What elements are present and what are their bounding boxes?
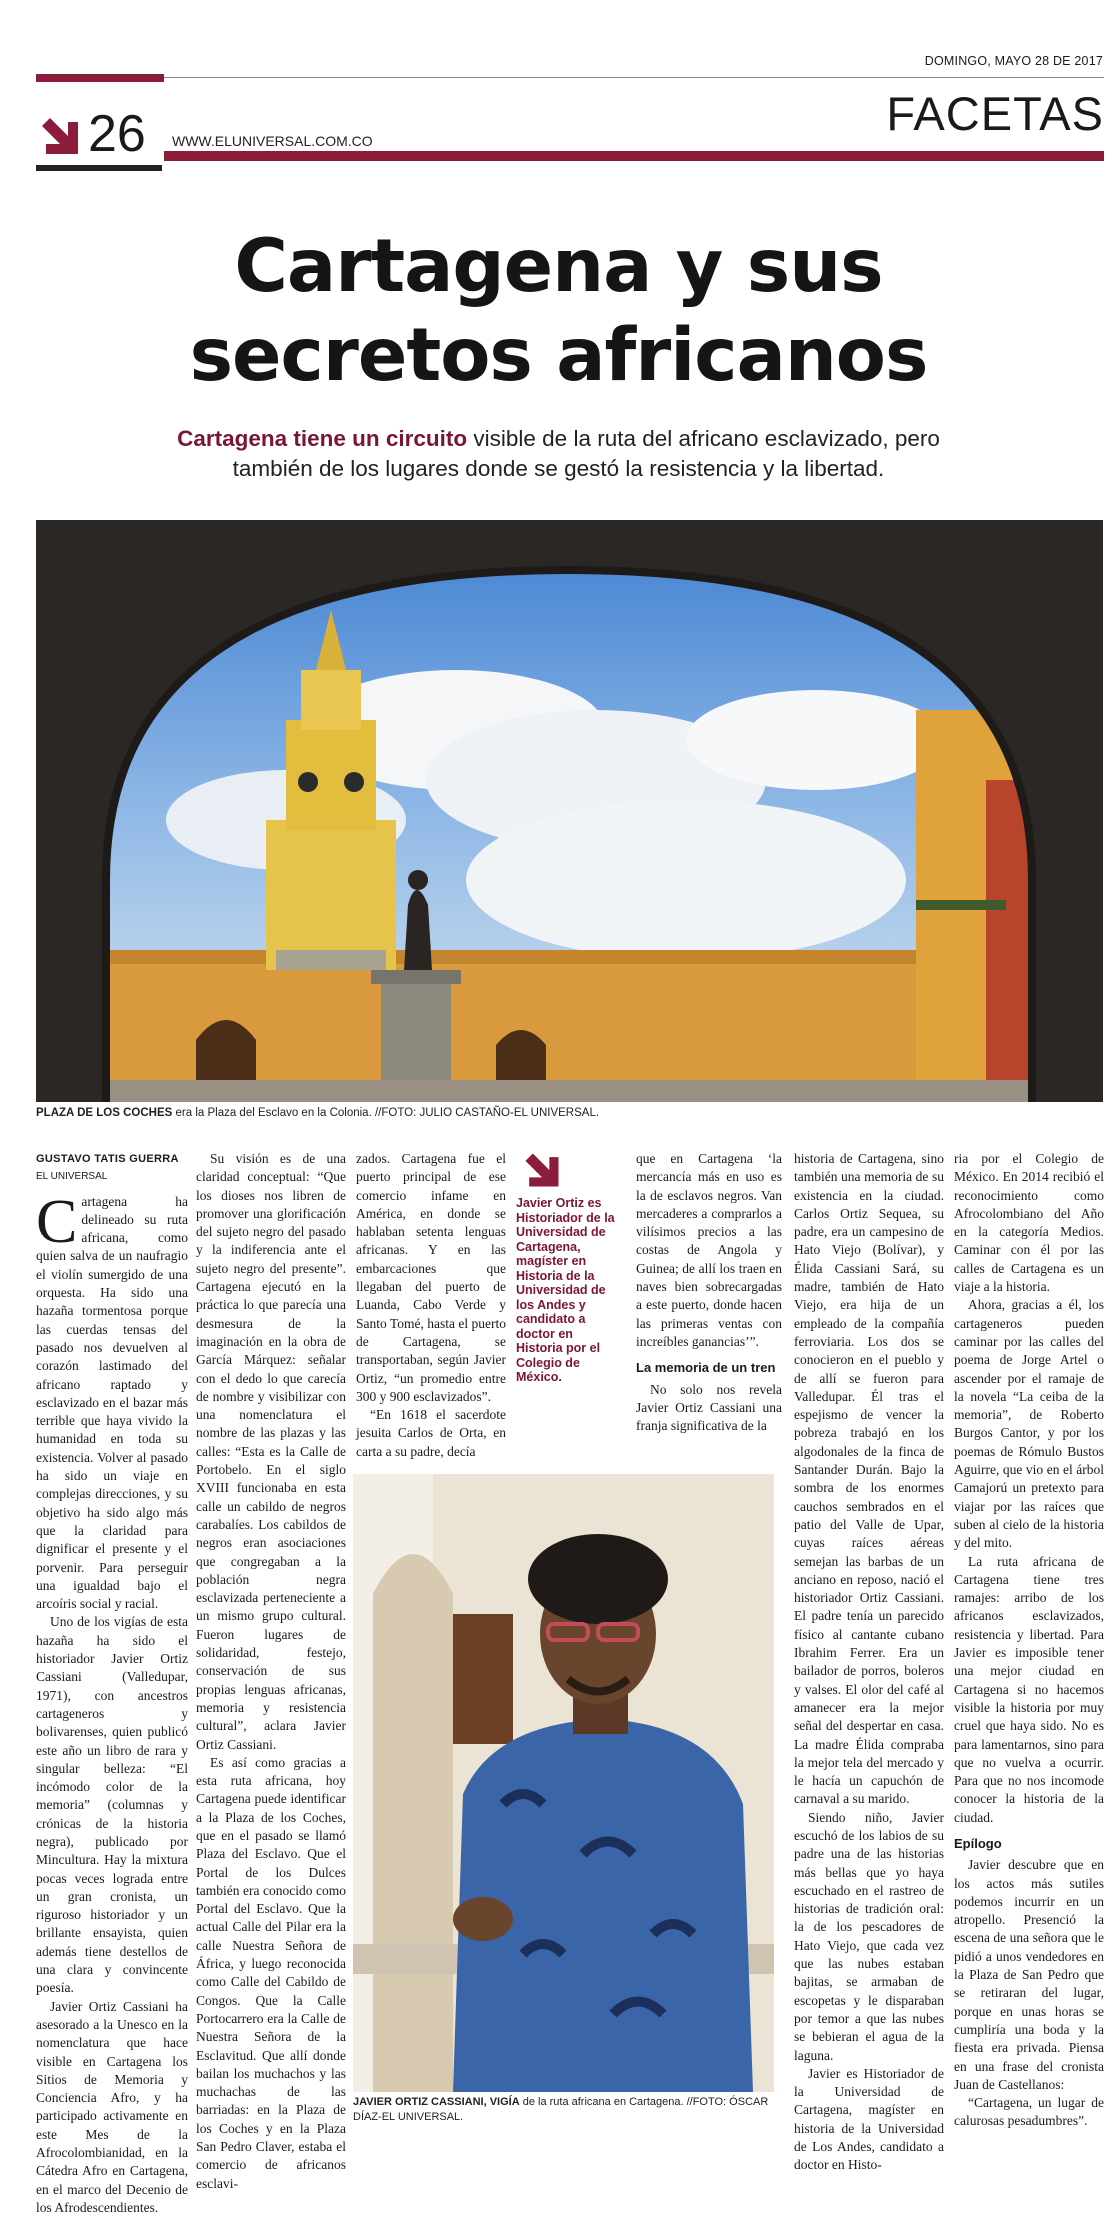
column-4 bbox=[636, 1150, 782, 1435]
caption-rest: de la ruta africana en Cartagena. //FOTO: ÓSCAR DÍAZ-EL UNIVERSAL. bbox=[353, 2096, 769, 2123]
headline-line-2: secretos africanos bbox=[189, 313, 928, 398]
section-title: FACETAS bbox=[886, 87, 1104, 140]
portrait-photo-javier-ortiz bbox=[353, 1474, 774, 2092]
issue-date: DOMINGO, MAYO 28 DE 2017 bbox=[924, 54, 1103, 68]
column-2 bbox=[196, 1150, 346, 2193]
subheadline bbox=[0, 424, 1117, 484]
column-5-paragraph-1: historia de Cartagena, sino también una memoria de su existencia en la ciudad. Carlos Ortiz Sequea, su padre, era un campesino de Hato Viejo (Bolívar), y Élida Cassiani Sará, su madre, también de Hato Viejo, era hija de un empleado de la compañía ferroviaria. Los dos se conocieron en el pueblo y de allí se fueron para Valledupar. Él tras el espejismo de vencer la pobreza trabajó en los algodonales de la finca de Santander Durán. Bajo la sombra de los enormes cauchos sembrados en el patio del Valle de Upar, cuyas raíces aéreas semejan las barbas de un anciano en reposo, nació el historiador Ortiz Cassiani. El padre tenía un parecido físico al cantante cubano Ibrahim Ferrer. Era un bailador de porros, boleros y valses. El olor del café al amanecer era la mejor señal del despertar en casa. La madre Élida compraba la mejor tela del mercado y le hacía un capuchón de carnaval a su marido. bbox=[794, 1151, 944, 1807]
dek-rest: visible de la ruta del africano esclavizado, pero bbox=[467, 426, 940, 451]
dek-line-2: también de los lugares donde se gestó la resistencia y la libertad. bbox=[232, 456, 885, 481]
column-5-paragraph-2: Siendo niño, Javier escuchó de los labios de su padre una de las historias más bellas que yo haya escuchado en el rastreo de historias de tradición oral: la de los pescadores de Hato Viejo, que cada vez que las nubes estaban bajitas, se armaban de escopetas y le disparaban por temor a que las nubes se bebieran el agua de la laguna. bbox=[794, 1809, 944, 2063]
author-byline: GUSTAVO TATIS GUERRA bbox=[36, 1153, 179, 1165]
column-6-paragraph-4: Javier descubre que en los actos más sutiles podemos incurrir en un atropello. Presenció la escena de una señora que le pidió a unos vendedores en la Plaza de San Pedro que se retiraran del lugar, porque en unas horas se cumpliría una boda y la fiesta era privada. Piensa en una frase del cronista Juan de Castellanos: bbox=[954, 1857, 1104, 2092]
masthead-top-bar bbox=[36, 74, 164, 82]
column-1-paragraph-1: Cartagena ha delineado su ruta africana, como quien salva de un naufragio el violín sumergido de una orquesta. Ha sido una hazaña tormentosa porque las cuerdas tensas del pasado nos devuelven al corazón lastimado del africano raptado y esclavizado en el bazar más terrible que haya vivido la humanidad en toda su existencia. Volver al pasado ha sido un viaje en complejas direcciones, y su objetivo ha sido algo más que la claridad para dignificar el presente y el porvenir. Para perseguir una igualdad bajo el arcoíris social y racial. bbox=[36, 1187, 188, 1612]
column-4-paragraph-2: No solo nos revela Javier Ortiz Cassiani una franja significativa de la bbox=[636, 1381, 782, 1434]
subheading-epilogo: Epílogo bbox=[954, 1835, 1002, 1851]
column-6-paragraph-3: La ruta africana de Cartagena tiene tres ramajes: arribo de los africanos esclavizados, resistencia y libertad. Para Javier es imposible tener una mejor ciudad en Cartagena si no hacemos visible la historia por muy cruel que haya sido. No es para lamentarnos, sino para que no vuelva a ocurrir. Para que no nos incomode conocer la historia de la ciudad. bbox=[954, 1553, 1104, 1825]
portrait-photo-caption bbox=[353, 2095, 774, 2125]
column-1-paragraph-2: Uno de los vigías de esta hazaña ha sido el historiador Javier Ortiz Cassiani (Valledupar, 1971), con ancestros cartageneros y bolivarenses, quien publicó este año un libro de rara y singular belleza: “El incómodo color de la memoria” (columnas y crónicas de la historia negra), publicado por Mincultura. Hay la mixtura pocas veces lograda entre un gran cronista, un riguroso historiador y un brillante ensayista, quien además tiene destellos de una clara y convincente poesía. bbox=[36, 1614, 188, 1996]
column-2-paragraph-2: Es así como gracias a esta ruta africana, hoy Cartagena puede identificar a la Plaza de los Coches, que en el pasado se llamó Plaza del Esclavo. Que el Portal de los Dulces también era conocido como Portal del Esclavo. Que la actual Calle del Pilar era la calle Nuestra Señora de África, y luego reconocida como Calle del Cabildo de Congos. Que la Calle Portocarrero era la Calle de Nuestra Señora de la Esclavitud. Que allí donde bailan los muchachos y las muchachas de las barriadas: en la Plaza de los Coches y en la Plaza San Pedro Claver, estaba el comercio de africanos esclavi- bbox=[196, 1754, 346, 2191]
site-url[interactable]: WWW.ELUNIVERSAL.COM.CO bbox=[172, 133, 373, 149]
caption-rest: era la Plaza del Esclavo en la Colonia. //FOTO: JULIO CASTAÑO-EL UNIVERSAL. bbox=[172, 1107, 600, 1119]
column-3-paragraph-2: “En 1618 el sacerdote jesuita Carlos de Orta, en carta a su padre, decía bbox=[356, 1407, 506, 1459]
arrow-down-right-icon bbox=[520, 1148, 564, 1192]
column-5-paragraph-3: Javier es Historiador de la Universidad de Cartagena, magíster en historia de la Universidad de Los Andes, candidato a doctor en Histo- bbox=[794, 2065, 944, 2173]
column-6 bbox=[954, 1150, 1104, 2131]
drop-cap: C bbox=[36, 1187, 78, 1256]
masthead-red-bar bbox=[164, 151, 1104, 161]
dek-highlight: Cartagena tiene un circuito bbox=[177, 426, 468, 451]
caption-bold: PLAZA DE LOS COCHES bbox=[36, 1107, 173, 1119]
column-6-paragraph-1: ria por el Colegio de México. En 2014 recibió el reconocimiento como Afrocolombiano del Año en la categoría Medios. Caminar con él por las calles de Cartagena es un viaje a la historia. bbox=[954, 1151, 1104, 1295]
column-4-paragraph-1: que en Cartagena ‘la mercancía más en uso es la de esclavos negros. Van mercaderes a comprarlos a vilísimos precios a las costas de Angola y Guinea; de allí los traen en naves bien sobrecargadas a este puerto, donde hacen las primeras ventas con increíbles ganancias’”. bbox=[636, 1151, 782, 1349]
arrow-down-right-icon bbox=[36, 112, 84, 160]
headline-line-1: Cartagena y sus bbox=[234, 224, 883, 309]
headline bbox=[0, 222, 1117, 400]
column-2-paragraph-1: Su visión es de una claridad conceptual: “Que los dioses nos libren de promover una glorificación del sujeto negro del pasado y la indiferencia ante el sujeto negro del presente”. Cartagena ejecutó en la práctica lo que parecía una desmesura de la imaginación en la obra de García Márquez: señalar con el dedo lo que carecía de nombre y visibilizar con una nomenclatura el nombre de las plazas y las calles: “Esta es la Calle de Portobelo. En el siglo XVIII funcionaba en esta calle un cabildo de negros carabalíes. Los cabildos de negros eran asociaciones que congregaban a la población negra esclavizada perteneciente a un mismo grupo cultural. Fueron lugares de solidaridad, festejo, conservación de sus propias lenguas africanas, memoria y resistencia cultural”, aclara Javier Ortiz Cassiani. bbox=[196, 1151, 346, 1752]
column-1 bbox=[36, 1150, 188, 2217]
column-3 bbox=[356, 1150, 506, 1461]
masthead-divider bbox=[164, 77, 1104, 78]
page-number-underline bbox=[36, 165, 162, 171]
pull-quote: Javier Ortiz es Historiador de la Universidad de Cartagena, magíster en Historia de la Universidad de los Andes y candidato a doctor en Historia por el Colegio de México. bbox=[516, 1196, 615, 1384]
main-photo-caption bbox=[36, 1107, 1103, 1119]
main-photo-plaza-de-los-coches bbox=[36, 520, 1103, 1102]
column-3-paragraph-1: zados. Cartagena fue el puerto principal de ese comercio infame en América, en donde se hablaban setenta lenguas africanas. Y en las embarcaciones que llegaban del puerto de Luanda, Cabo Verde y Santo Tomé, hasta el puerto de Cartagena, se transportaban, según Javier Ortiz, “un promedio entre 300 y 900 esclavizados”. bbox=[356, 1151, 506, 1404]
column-6-paragraph-5: “Cartagena, un lugar de calurosas pesadumbres”. bbox=[954, 2095, 1104, 2129]
column-5 bbox=[794, 1150, 944, 2175]
page-number: 26 bbox=[88, 105, 146, 163]
caption-bold: JAVIER ORTIZ CASSIANI, VIGÍA bbox=[353, 2096, 520, 2108]
column-1-paragraph-3: Javier Ortiz Cassiani ha asesorado a la Unesco en la nomenclatura que hace visible en Cartagena los Sitios de Memoria y Conciencia Afro, y ha participado activamente en este Mes de la Afrocolombianidad, en la Cátedra Afro en Cartagena, en el marco del Decenio de los Afrodescendientes. bbox=[36, 1998, 188, 2215]
column-6-paragraph-2: Ahora, gracias a él, los cartageneros pueden caminar por las calles del poema de Jorge Artel o ascender por el ramaje de la novela “La ceiba de la memoria”, de Roberto Burgos Cantor, y por los poemas de Rómulo Bustos Aguirre, que vio en el árbol Camajorú un pretexto para viajar por las raíces que suben al cielo de la historia y del mito. bbox=[954, 1297, 1104, 1551]
subheading-memoria-tren: La memoria de un tren bbox=[636, 1360, 776, 1376]
author-outlet: EL UNIVERSAL bbox=[36, 1171, 108, 1183]
